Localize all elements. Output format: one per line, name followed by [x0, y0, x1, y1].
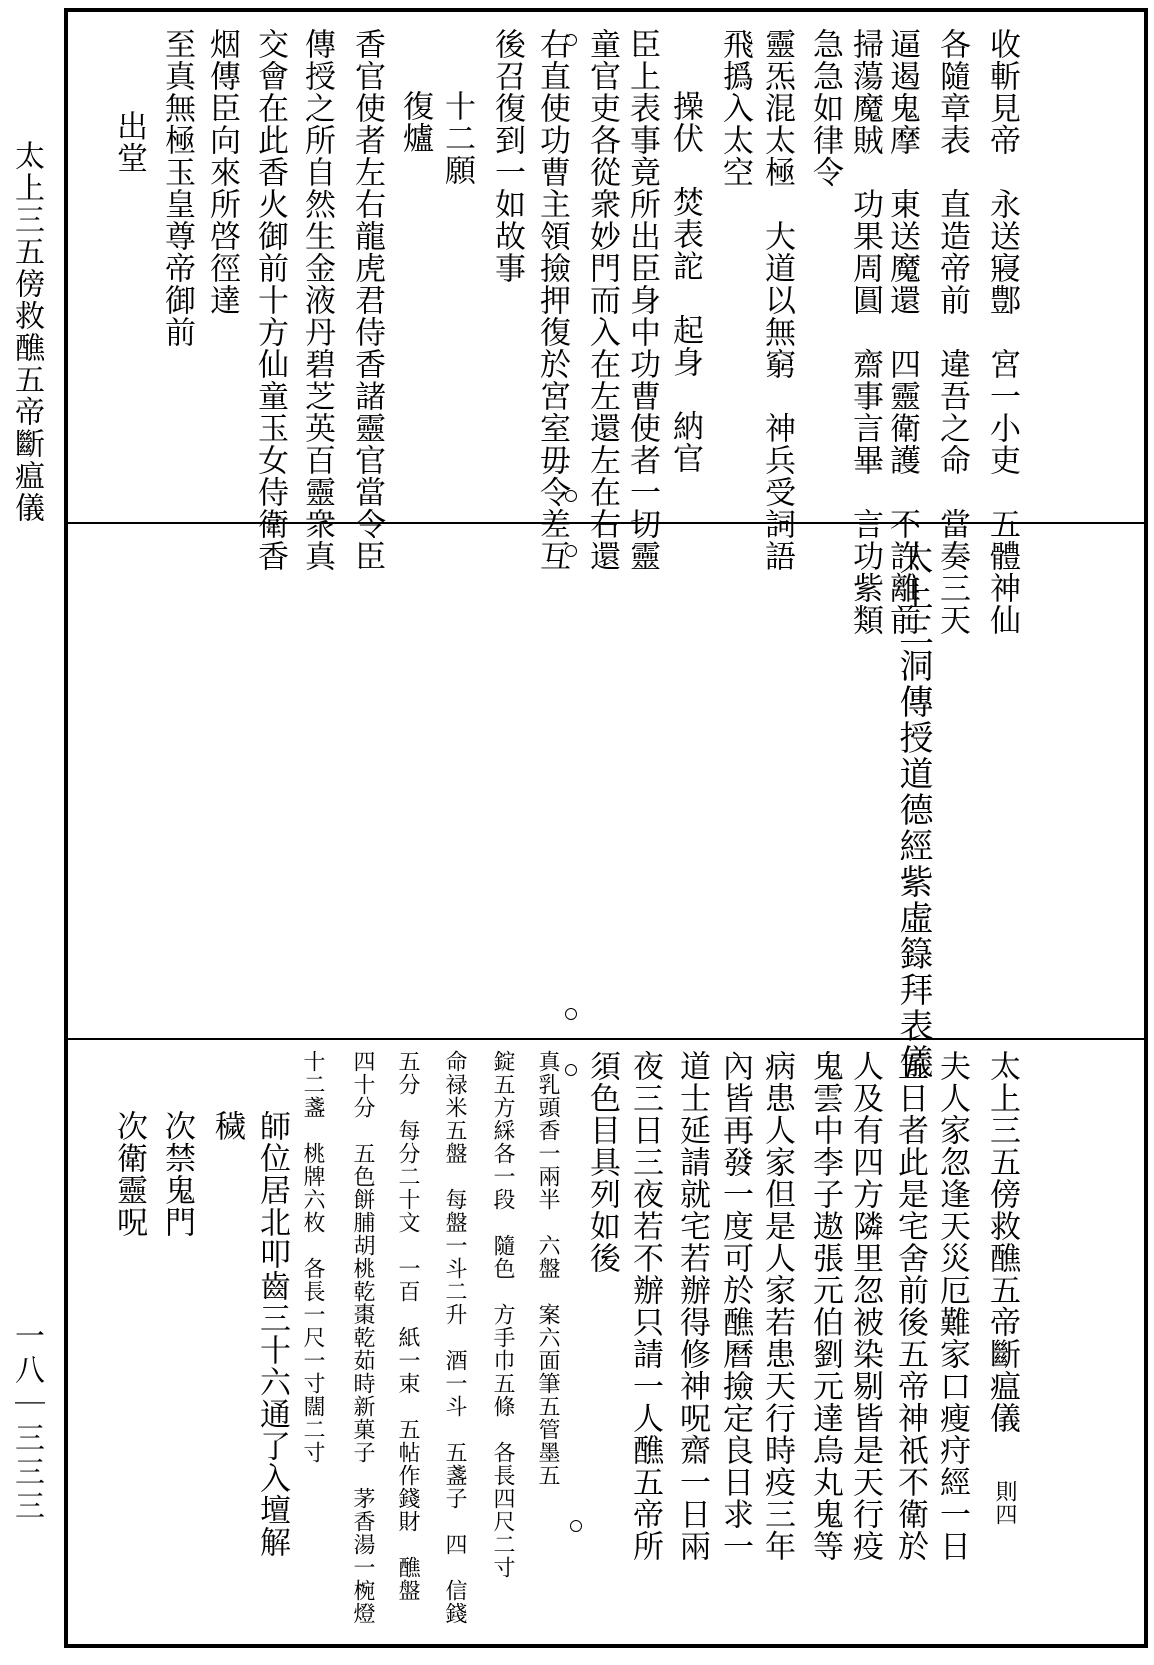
text-column: 五分 每分二十文 一百 紙一束 五帖作錢財 醮盤	[395, 1050, 420, 1602]
punctuation-circle	[565, 545, 577, 557]
text-column: 人及有四方隣里忽被染剔皆是天行疫	[847, 1050, 883, 1562]
text-column: 童官吏各從衆妙門而入在左還左在右還	[584, 28, 620, 572]
text-column: 病患人家但是人家若患天行時疫三年	[759, 1050, 795, 1562]
text-column: 烟傳臣向來所啓徑達	[204, 28, 240, 316]
text-column: 鬼雲中李子遨張元伯劉元達烏丸鬼等	[807, 1050, 843, 1562]
text-column: 真乳頭香一兩半 六盤 案六面筆五管墨五	[535, 1050, 560, 1487]
text-column: 各隨章表 直造帝前 違吾之命 當奏三天	[934, 28, 970, 636]
text-column: 逼遏鬼摩 東送魔還 四靈衛護 不許離前	[884, 28, 920, 636]
text-column: 後召復到一如故事	[489, 28, 525, 284]
text-column: 急急如律令	[807, 28, 843, 188]
text-column: 道士延請就宅若辦得修神呪齋一日兩	[674, 1050, 710, 1562]
text-column: 香官使者左右龍虎君侍香諸靈官當令臣	[349, 28, 385, 572]
text-column: 命禄米五盤 每盤一斗二升 酒一斗 五盞子 四 信錢	[442, 1050, 467, 1625]
text-column: 傳授之所自然生金液丹碧芝英百靈衆真	[299, 28, 335, 572]
text-column: 夫人家忽逢天災厄難家口瘦疛經一日	[934, 1050, 970, 1562]
text-column: 飛撝入太空	[717, 28, 753, 188]
text-column: 次衛靈呪	[111, 1110, 147, 1238]
section-divider-bottom	[68, 1038, 1144, 1040]
text-column: 操伏 焚表詑 起身 納官	[667, 90, 703, 474]
text-column: 靈炁混太極 大道以無窮 神兵受詞語	[759, 28, 795, 572]
text-column: 至真無極玉皇尊帝御前	[159, 28, 195, 348]
punctuation-circle	[565, 34, 577, 46]
punctuation-circle	[565, 490, 577, 502]
text-column: 十二盞 桃牌六枚 各長一尺一寸闊二寸	[300, 1050, 325, 1464]
text-column: 出堂	[111, 110, 147, 174]
text-column: 次禁鬼門	[159, 1110, 195, 1238]
margin-title: 太上三五傍救醮五帝斷瘟儀	[9, 140, 44, 524]
text-column: 四十分 五色餅脯胡桃乾棗乾茹時新菓子 茅香湯一椀燈	[350, 1050, 375, 1625]
punctuation-circle	[565, 1064, 577, 1076]
punctuation-circle	[570, 1520, 582, 1532]
text-column: 復爐	[397, 90, 433, 154]
text-column: 五日者此是宅舍前後五帝神祇不衛於	[892, 1050, 928, 1562]
section-title-middle: 太上三洞傳授道德經紫虛籙拜表儀	[893, 540, 933, 1080]
text-column: 收斬見帝 永送寢鄷 宮一小吏 五體神仙	[984, 28, 1020, 636]
text-column: 交會在此香火御前十方仙童玉女侍衛香	[252, 28, 288, 572]
text-column: 掃蕩魔賊 功果周圓 齋事言畢 言功紫類	[847, 28, 883, 636]
text-column: 須色目具列如後	[584, 1050, 620, 1274]
text-column: 錠五方綵各一段 隨色 方手巾五條 各長四尺二寸	[490, 1050, 515, 1579]
section-title-bottom: 太上三五傍救醮五帝斷瘟儀	[984, 1050, 1020, 1434]
text-column: 右直使功曹主領撿押復於宮室毋令差互	[534, 28, 570, 572]
text-column: 十二願	[439, 90, 475, 186]
volume-mark: 則四	[992, 1480, 1017, 1526]
text-column: 內皆再發一度可於醮曆撿定良日求一	[717, 1050, 753, 1562]
margin-page-number: 一八｜三三三	[9, 1320, 44, 1524]
text-column: 師位居北叩齒三十六通了入壇解	[254, 1110, 290, 1558]
punctuation-circle	[565, 1008, 577, 1020]
text-column: 穢	[209, 1110, 245, 1142]
text-column: 臣上表事竟所出臣身中功曹使者一切靈	[624, 28, 660, 572]
text-column: 夜三日三夜若不辦只請一人醮五帝所	[627, 1050, 663, 1562]
